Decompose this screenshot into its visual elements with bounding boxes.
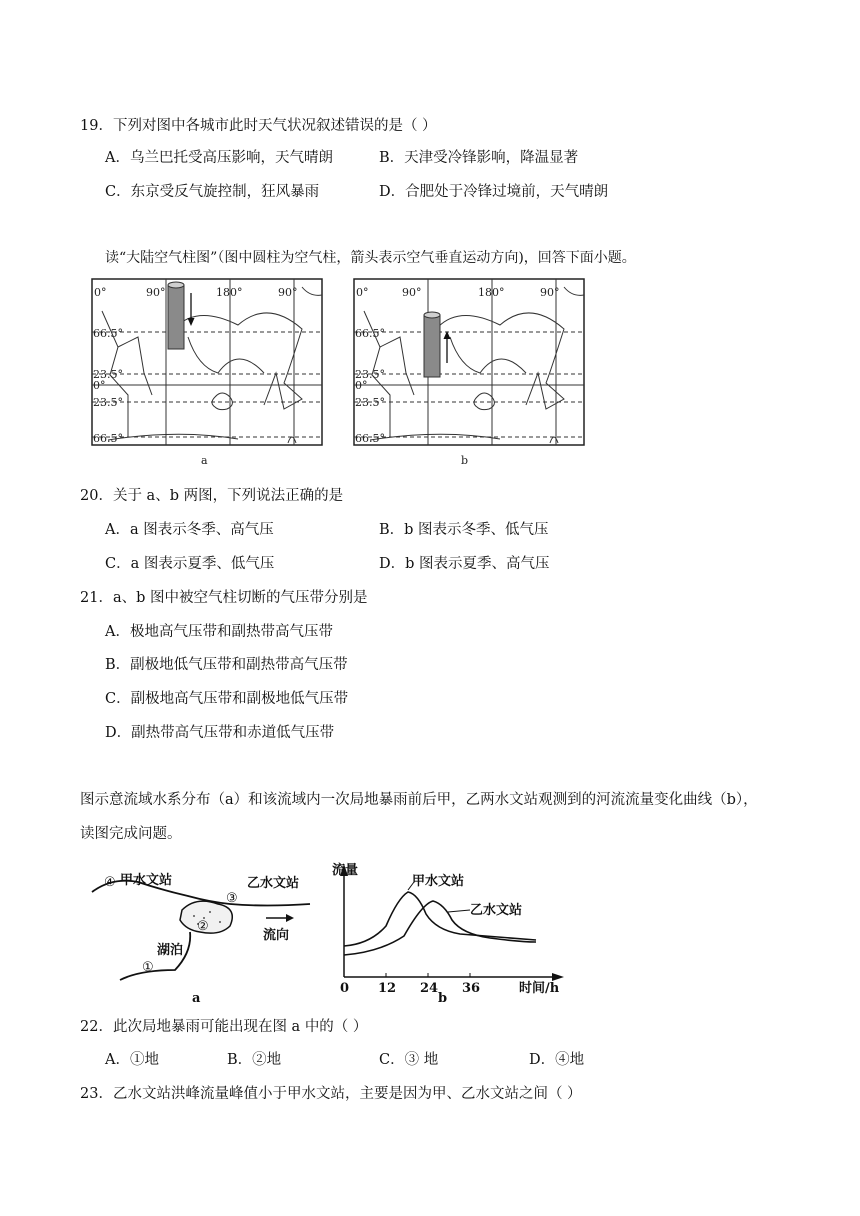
- map-b-lat-label: 66.5°: [355, 327, 385, 340]
- discharge-chart: [330, 852, 575, 1007]
- map-a-lat-label: 23.5°: [93, 368, 123, 381]
- river-system-map: [80, 852, 320, 1007]
- map-b-lat-label: 23.5°: [355, 396, 385, 409]
- map-a-lat-label: 66.5°: [93, 432, 123, 445]
- question-22-stem: 22．此次局地暴雨可能出现在图 a 中的（ ）: [80, 1019, 368, 1035]
- map-b-lon-label: 180°: [478, 286, 505, 299]
- map-a-caption: a: [201, 454, 208, 467]
- river-marker-4: ④: [104, 875, 116, 890]
- q20-option-d: D．b 图表示夏季、高气压: [379, 556, 550, 572]
- q20-option-c: C．a 图表示夏季、低气压: [105, 556, 275, 572]
- q22-option-a: A．①地: [105, 1052, 159, 1068]
- chart-yi-label: 乙水文站: [470, 903, 523, 918]
- question-23-stem: 23．乙水文站洪峰流量峰值小于甲水文站，主要是因为甲、乙水文站之间（ ）: [80, 1086, 582, 1102]
- lake-label: 湖泊: [157, 943, 184, 958]
- map-a-lon-label: 90°: [278, 286, 298, 299]
- river-intro-line2: 读图完成问题。: [80, 826, 182, 842]
- map-a-lat-label: 66.5°: [93, 327, 123, 340]
- q20-option-a: A．a 图表示冬季、高气压: [105, 522, 274, 538]
- q22-option-c: C．③ 地: [379, 1052, 439, 1068]
- question-20-stem: 20．关于 a、b 两图，下列说法正确的是: [80, 488, 344, 504]
- river-intro-line1: 图示意流域水系分布（a）和该流域内一次局地暴雨前后甲，乙两水文站观测到的河流流量变化曲线（b），: [80, 792, 758, 808]
- air-column-map-b: [354, 279, 584, 467]
- flow-direction-label: 流向: [263, 928, 290, 943]
- map-a-lat-label: 0°: [93, 379, 106, 392]
- chart-jia-label: 甲水文站: [412, 874, 465, 889]
- river-marker-2: ②: [197, 919, 209, 934]
- map-b-caption: b: [461, 454, 469, 467]
- air-column-intro: 读“大陆空气柱图”（图中圆柱为空气柱，箭头表示空气垂直运动方向)，回答下面小题。: [105, 250, 636, 266]
- q19-option-d: D．合肥处于冷锋过境前，天气晴朗: [379, 184, 609, 200]
- map-a-lon-label: 180°: [216, 286, 243, 299]
- station-yi-label: 乙水文站: [247, 876, 300, 891]
- q19-option-c: C．东京受反气旋控制，狂风暴雨: [105, 184, 320, 200]
- chart-x-tick: 12: [378, 981, 397, 996]
- question-21-stem: 21．a、b 图中被空气柱切断的气压带分别是: [80, 590, 368, 606]
- map-b-lon-label: 0°: [356, 286, 369, 299]
- map-b-lat-label: 0°: [355, 379, 368, 392]
- q21-option-a: A．极地高气压带和副热带高气压带: [105, 624, 333, 640]
- map-a-lat-label: 23.5°: [93, 396, 123, 409]
- chart-caption: b: [438, 991, 448, 1006]
- chart-y-axis-label: 流量: [332, 863, 359, 878]
- question-19-stem: 19．下列对图中各城市此时天气状况叙述错误的是（ ）: [80, 118, 437, 134]
- q19-option-a: A．乌兰巴托受高压影响，天气晴朗: [105, 150, 333, 166]
- chart-x-tick: 36: [462, 981, 481, 996]
- river-marker-1: ①: [142, 960, 154, 975]
- air-column-map-a: [92, 279, 322, 467]
- q19-option-b: B．天津受冷锋影响，降温显著: [379, 150, 579, 166]
- q22-option-b: B．②地: [227, 1052, 282, 1068]
- map-a-lon-label: 0°: [94, 286, 107, 299]
- q20-option-b: B．b 图表示冬季、低气压: [379, 522, 549, 538]
- map-b-lat-label: 66.5°: [355, 432, 385, 445]
- q21-option-c: C．副极地高气压带和副极地低气压带: [105, 691, 349, 707]
- air-column-figure: [88, 277, 588, 472]
- chart-x-axis-label: 时间/h: [519, 981, 560, 996]
- map-b-lon-label: 90°: [402, 286, 422, 299]
- river-marker-3: ③: [226, 891, 238, 906]
- map-a-lon-label: 90°: [146, 286, 166, 299]
- map-b-lat-label: 23.5°: [355, 368, 385, 381]
- q21-option-d: D．副热带高气压带和赤道低气压带: [105, 725, 335, 741]
- q22-option-d: D．④地: [529, 1052, 585, 1068]
- river-map-caption: a: [192, 991, 201, 1006]
- map-b-lon-label: 90°: [540, 286, 560, 299]
- station-jia-label: 甲水文站: [120, 873, 173, 888]
- q21-option-b: B．副极地低气压带和副热带高气压带: [105, 657, 348, 673]
- chart-x-tick: 24: [420, 981, 439, 996]
- chart-x-tick: 0: [340, 981, 350, 996]
